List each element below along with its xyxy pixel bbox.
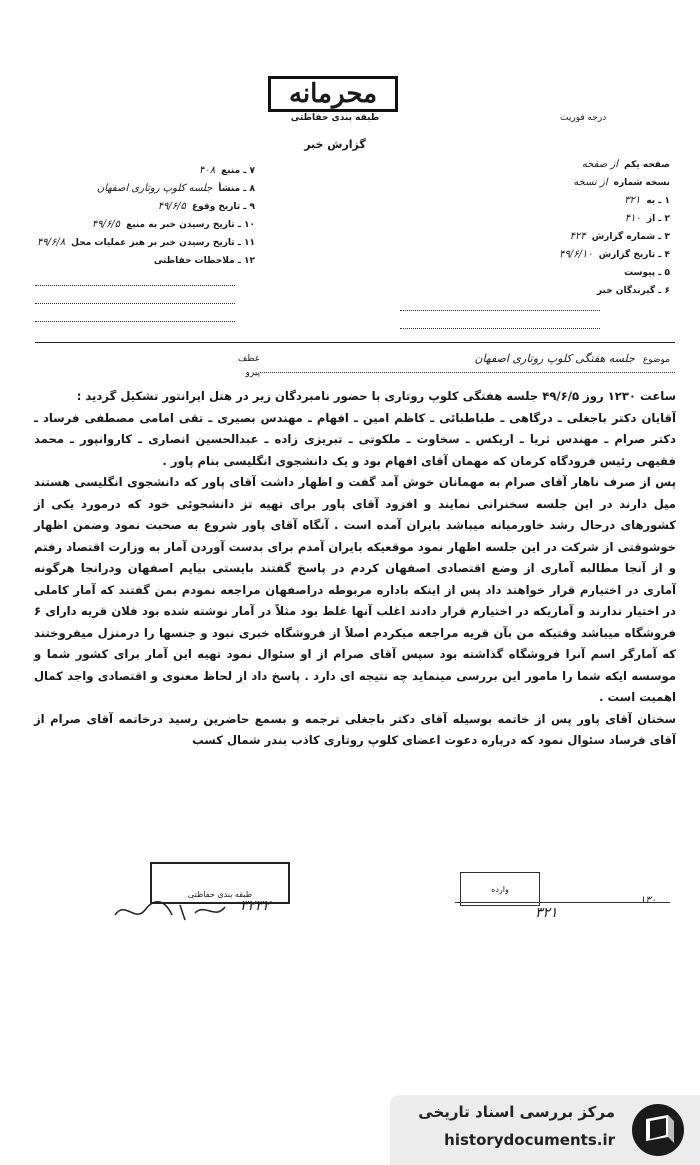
field-value: ۴۹/۶/۵	[91, 219, 121, 230]
field-value: ۴۲۴	[569, 231, 586, 242]
field-label: ۳ ـ شماره گزارش	[591, 232, 670, 242]
field-label: ۹ ـ تاریخ وقوع	[191, 202, 255, 212]
handwritten-number: ۳۲۱	[535, 905, 558, 921]
watermark-url: historydocuments.ir	[444, 1131, 615, 1149]
field-value: از صفحه	[581, 159, 619, 170]
divider	[455, 902, 670, 903]
body-paragraph: سخنان آقای پاور پس از خاتمه بوسیله آقای دکتر باجغلی ترجمه و بسمع حاضرین رسید درخاتمه آقای صرام از آقای فرساد سئوال نمود که درباره دعوت اعضای کلوپ روتاری کاذب بندر شمال کسب	[34, 711, 676, 747]
subject-line	[474, 352, 670, 365]
followup-label: پیرو	[245, 368, 261, 378]
blank-line	[35, 285, 235, 286]
field-row	[360, 170, 670, 188]
archive-logo-icon	[628, 1101, 688, 1159]
field-value: ۴۹/۶/۵	[157, 201, 186, 212]
subject-label: موضوع	[642, 355, 670, 365]
field-row	[25, 248, 255, 266]
field-value: ۴۱۰	[624, 213, 641, 224]
field-label: ۱۲ ـ ملاحظات حفاظتی	[153, 256, 255, 266]
field-row	[360, 206, 670, 224]
field-value: ۴۰۸	[198, 165, 216, 176]
stamp-caption: طبقه بندی حفاظتی	[187, 890, 253, 899]
report-title: گزارش خبر	[304, 138, 366, 151]
document-body	[34, 386, 676, 752]
field-label: ۱۱ ـ تاریخ رسیدن خبر بر هبر عملیات محل	[71, 238, 255, 248]
degree-label: درجه فوریت	[560, 113, 607, 123]
watermark-banner	[390, 1095, 700, 1165]
field-row	[25, 194, 255, 212]
body-paragraph: ساعت ۱۲۳۰ روز ۴۹/۶/۵ جلسه هفتگی کلوپ روتاری با حضور نامبردگان زیر در هتل ایرانتور تشکیل گردید :	[76, 389, 676, 403]
field-row	[360, 278, 670, 296]
divider	[35, 342, 675, 343]
field-label: نسخه شماره	[613, 178, 670, 188]
reference-labels	[238, 352, 260, 380]
handwritten-number: ۱۳۰	[640, 895, 657, 906]
field-value: ۳۲۱	[624, 195, 641, 206]
signature	[110, 895, 230, 925]
left-field-list	[25, 158, 255, 266]
field-label: ۲ ـ از	[646, 214, 670, 224]
body-paragraph: پس از صرف ناهار آقای صرام به مهمانان خوش آمد گفت و اظهار داشت آقای پاور که دانشجوی انگلیسی هستند میل دارند در این جلسه سخنرانی نمایند و افزود آقای پاور برای تهیه تز دانشجوئی خود که درمورد یکی از کشورهای درحال رشد خاورمیانه میباشد بایران آمده است . آنگاه آقای پاور شروع به صحبت نمود وضمن اظهار خوشوقتی از شرکت در این جلسه اظهار نمود موقعیکه بایران آمدم برای بدست آوردن آمار به وزارت اقتصاد رفتم و از آنجا مطالبه آماری از وضع اقتصادی اصفهان کردم در پاسخ گفتند بایستی بیایم اصفهان ودرانجا هرگونه آماری در اختیارم قرار خواهند داد پس از اینکه باداره مربوطه دراصفهان مراجعه نمودم بمن گفتند که آمار کاملی در اختیار ندارند و آماریکه در اختیارم قرار دادند اغلب آنها غلط بود مثلاً در آمار نوشته شده بود فلان قریه دارای ۶ فروشگاه میباشد وقتیکه من بآن قریه مراجعه میکردم اصلاً از فروشگاه خبری نبود و جنسها را درمنزل میفروختند که آمارگر اسم آنرا فروشگاه گذاشته بود سپس آقای صرام از او سئوال نمود تهیه این آمار برای کشور شما و موسسه ایکه شما را مامور این بررسی مینماید چه نتیجه ای دارد . پاسخ داد از لحاظ معنوی و اقتصادی واجد کمال اهمیت است .	[34, 475, 676, 704]
field-label: صفحه یکم	[624, 160, 670, 170]
right-field-list	[360, 152, 670, 296]
blank-line	[400, 310, 600, 311]
field-label: ۴ ـ تاریخ گزارش	[598, 250, 670, 260]
field-value: از نسخه	[573, 177, 608, 188]
divider	[260, 372, 675, 373]
field-value: ۴۹/۶/۱۰	[559, 249, 593, 260]
blank-line	[35, 303, 235, 304]
field-label: ۶ ـ گیرندگان خبر	[596, 286, 670, 296]
field-row	[25, 158, 255, 176]
field-label: ۵ ـ پیوست	[624, 268, 670, 278]
handwritten-number: ۳۲۳۲	[240, 898, 271, 914]
field-row	[25, 212, 255, 230]
blank-line	[400, 328, 600, 329]
subject-value: جلسه هفتگی کلوپ روتاری اصفهان	[474, 352, 635, 365]
field-label: ۱۰ ـ تاریخ رسیدن خبر به منبع	[126, 220, 255, 230]
field-row	[25, 176, 255, 194]
field-value: ۴۹/۶/۸	[36, 237, 66, 248]
field-label: ۷ ـ منبع	[221, 166, 255, 176]
classification-stamp: محرمانه	[268, 76, 398, 112]
watermark-title: مرکز بررسی اسناد تاریخی	[418, 1103, 615, 1121]
field-row	[360, 152, 670, 170]
blank-line	[35, 321, 235, 322]
classification-subtitle: طبقه بندی حفاظتی	[290, 113, 380, 123]
received-stamp	[460, 872, 540, 906]
field-label: ۱ ـ به	[646, 196, 670, 206]
field-row	[25, 230, 255, 248]
received-stamp-text: وارده	[491, 885, 509, 894]
body-paragraph: آقایان دکتر باجغلی ـ درگاهی ـ طباطبائی ـ کاظم امین ـ افهام ـ مهندس بصیری ـ تقی امامی مصطفی فرساد ـ دکتر صرام ـ مهندس ثریا ـ اریکس ـ سخاوت ـ ملکوتی ـ تبریزی زاده ـ عبدالحسین انصاری ـ کاروانپور ـ محمد فقیهی رئیس فرودگاه کرمان که مهمان آقای افهام بود و یک دانشجوی انگلیسی بنام پاور .	[34, 410, 676, 468]
field-row	[360, 242, 670, 260]
reference-label: عطف	[238, 354, 261, 364]
field-row	[360, 224, 670, 242]
field-row	[360, 260, 670, 278]
field-row	[360, 188, 670, 206]
field-value: جلسه کلوپ روتاری اصفهان	[96, 183, 213, 194]
field-label: ۸ ـ منشأ	[218, 184, 255, 194]
